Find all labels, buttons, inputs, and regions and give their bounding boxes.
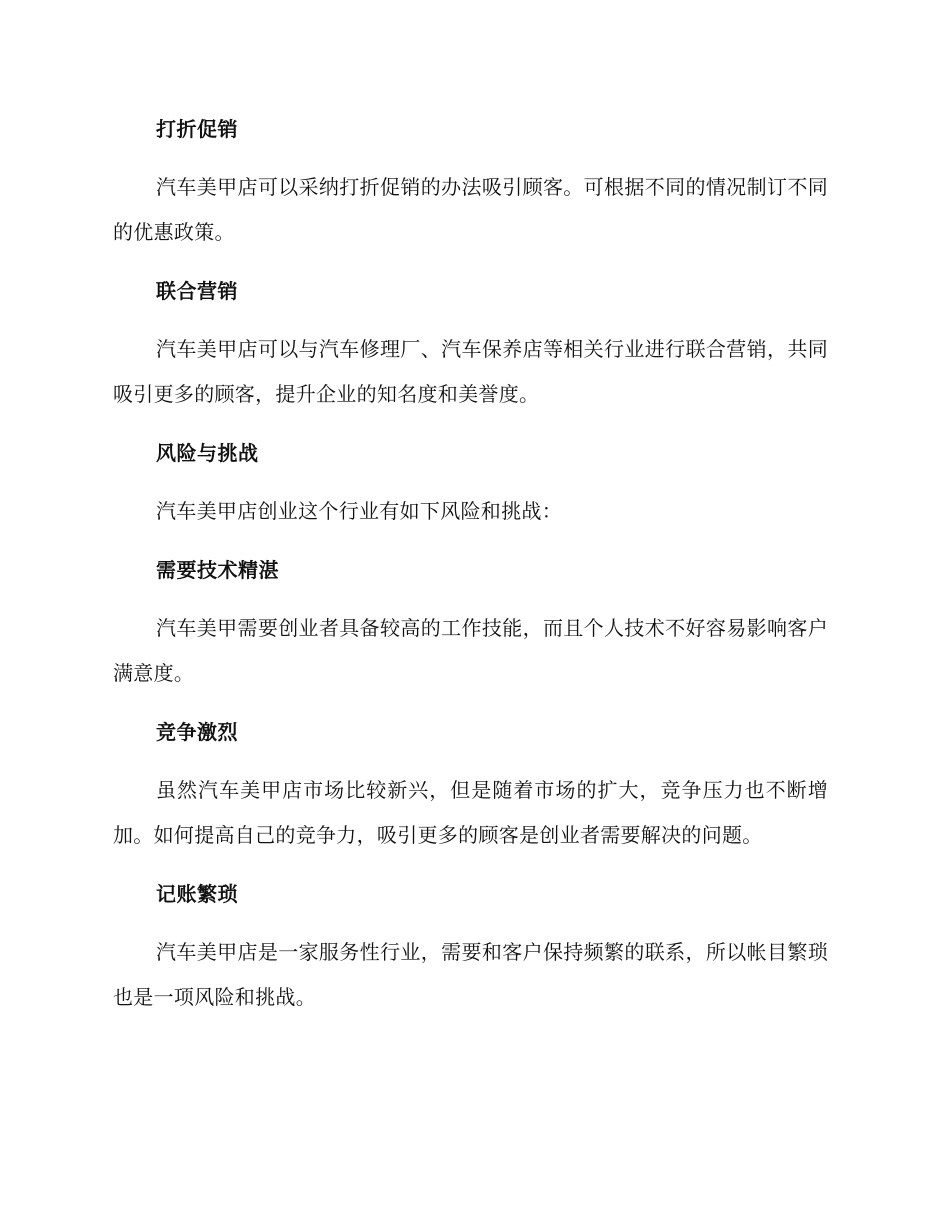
section-paragraph: 汽车美甲需要创业者具备较高的工作技能，而且个人技术不好容易影响客户满意度。 (113, 616, 828, 685)
section-heading: 竞争激烈 (156, 720, 238, 744)
section-skill-required (113, 556, 828, 696)
section-fierce-competition (113, 718, 828, 858)
section-risks-challenges (113, 439, 828, 534)
section-paragraph: 虽然汽车美甲店市场比较新兴，但是随着市场的扩大，竞争压力也不断增加。如何提高自己的竞争力，吸引更多的顾客是创业者需要解决的问题。 (113, 778, 828, 847)
section-discount-promotion (113, 115, 828, 255)
section-heading: 需要技术精湛 (156, 558, 279, 582)
section-bookkeeping (113, 880, 828, 1020)
section-paragraph: 汽车美甲店可以采纳打折促销的办法吸引顾客。可根据不同的情况制订不同的优惠政策。 (113, 175, 828, 244)
section-paragraph: 汽车美甲店创业这个行业有如下风险和挑战： (156, 499, 562, 523)
section-heading: 记账繁琐 (156, 882, 238, 906)
section-joint-marketing (113, 277, 828, 417)
section-heading: 联合营销 (156, 279, 238, 303)
section-paragraph: 汽车美甲店可以与汽车修理厂、汽车保养店等相关行业进行联合营销，共同吸引更多的顾客，提升企业的知名度和美誉度。 (113, 337, 828, 406)
section-heading: 风险与挑战 (156, 441, 259, 465)
section-paragraph: 汽车美甲店是一家服务性行业，需要和客户保持频繁的联系，所以帐目繁琐也是一项风险和挑战。 (113, 940, 828, 1009)
section-heading: 打折促销 (156, 117, 238, 141)
